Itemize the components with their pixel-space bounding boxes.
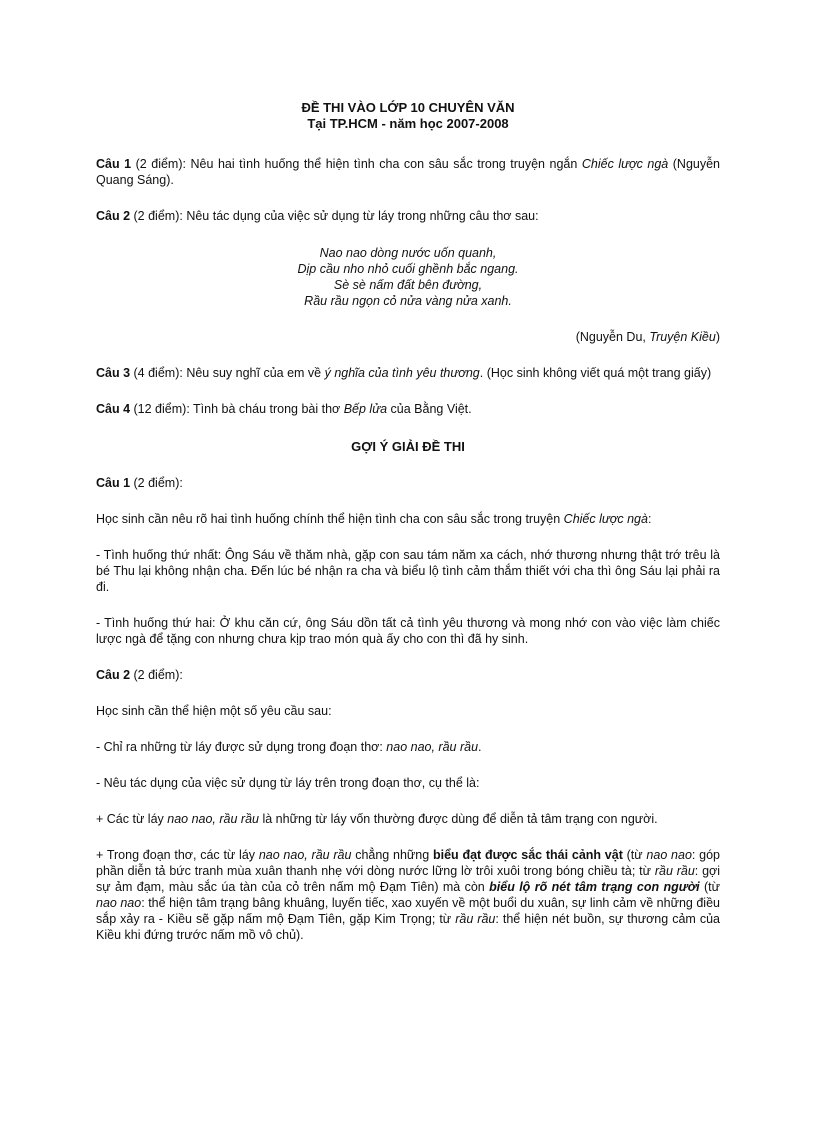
- question-1: Câu 1 (2 điểm): Nêu hai tình huống thể hiện tình cha con sâu sắc trong truyện ngắn Chiếc lược ngà (Nguyễn Quang Sáng).: [96, 157, 721, 187]
- poem: [96, 245, 720, 309]
- answer-section-title: GỢI Ý GIẢI ĐỀ THI: [351, 439, 465, 454]
- answer-1-heading: Câu 1 (2 điểm):: [96, 476, 183, 490]
- work-title: Chiếc lược ngà: [581, 157, 669, 171]
- answer-1-intro: Học sinh cần nêu rõ hai tình huống chính thể hiện tình cha con sâu sắc trong truyện Chiếc lược ngà:: [96, 512, 652, 526]
- question-label: Câu 3: [96, 366, 131, 380]
- poem-line: Rầu rầu ngọn cỏ nửa vàng nửa xanh.: [304, 294, 512, 308]
- answer-2-heading: Câu 2 (2 điểm):: [96, 668, 183, 682]
- question-2: Câu 2 (2 điểm): Nêu tác dụng của việc sử dụng từ láy trong những câu thơ sau:: [96, 209, 539, 223]
- answer-1-situation-2: - Tình huống thứ hai: Ở khu căn cứ, ông Sáu dồn tất cả tình yêu thương và mong nhớ con vào việc làm chiếc lược ngà để tặng con nhưng chưa kịp trao món quà ấy cho con thì đã hy sinh.: [96, 616, 720, 646]
- work-title: Bếp lửa: [343, 402, 388, 416]
- essay-topic: ý nghĩa của tình yêu thương: [324, 366, 480, 380]
- title-line-2: Tại TP.HCM - năm học 2007-2008: [307, 116, 509, 131]
- answer-2-point-4: + Trong đoạn thơ, các từ láy nao nao, rầu rầu chẳng những biểu đạt được sắc thái cảnh vật (từ nao nao: góp phần diễn tả bức tranh mùa xuân thanh nhẹ với dòng nước lững lờ trôi xuôi trong bóng chiều tà; từ rầu rầu: gợi sự ảm đạm, màu sắc úa tàn của cỏ trên nấm mộ Đạm Tiên) mà còn biểu lộ rõ nét tâm trạng con người (từ nao nao: thể hiện tâm trạng bâng khuâng, luyến tiếc, xao xuyến về một buổi du xuân, sự linh cảm về những điều sắp xảy ra - Kiều sẽ gặp nấm mộ Đạm Tiên, gặp Kim Trọng; từ rầu rầu: thể hiện nét buồn, sự thương cảm của Kiều khi đứng trước nấm mồ vô chủ).: [96, 848, 721, 942]
- answer-1-situation-1: - Tình huống thứ nhất: Ông Sáu về thăm nhà, gặp con sau tám năm xa cách, nhớ thương nhưng thật trớ trêu là bé Thu lại không nhận cha. Đến lúc bé nhận ra cha và biểu lộ tình cảm thắm thiết với cha thì ông Sáu lại phải ra đi.: [96, 548, 720, 594]
- answer-2-intro: Học sinh cần thể hiện một số yêu cầu sau:: [96, 704, 332, 718]
- poem-source: (Nguyễn Du, Truyện Kiều): [575, 330, 720, 344]
- answer-2-point-1: - Chỉ ra những từ láy được sử dụng trong đoạn thơ: nao nao, rầu rầu.: [96, 740, 482, 754]
- document-page: [96, 100, 720, 943]
- question-label: Câu 4: [96, 402, 131, 416]
- poem-line: Dịp cầu nho nhỏ cuối ghềnh bắc ngang.: [297, 262, 519, 276]
- question-4: Câu 4 (12 điểm): Tình bà cháu trong bài thơ Bếp lửa của Bằng Việt.: [96, 402, 472, 416]
- answer-2-point-3: + Các từ láy nao nao, rầu rầu là những từ láy vốn thường được dùng để diễn tả tâm trạng con người.: [96, 812, 658, 826]
- question-label: Câu 2: [96, 209, 131, 223]
- title-line-1: ĐỀ THI VÀO LỚP 10 CHUYÊN VĂN: [301, 100, 515, 115]
- poem-line: Nao nao dòng nước uốn quanh,: [319, 246, 497, 260]
- answer-2-point-2: - Nêu tác dụng của việc sử dụng từ láy trên trong đoạn thơ, cụ thể là:: [96, 776, 480, 790]
- poem-line: Sè sè nấm đất bên đường,: [333, 278, 483, 292]
- question-label: Câu 1: [96, 157, 132, 171]
- question-3: Câu 3 (4 điểm): Nêu suy nghĩ của em về ý nghĩa của tình yêu thương. (Học sinh không viết quá một trang giấy): [96, 366, 712, 380]
- page-title: [96, 100, 720, 132]
